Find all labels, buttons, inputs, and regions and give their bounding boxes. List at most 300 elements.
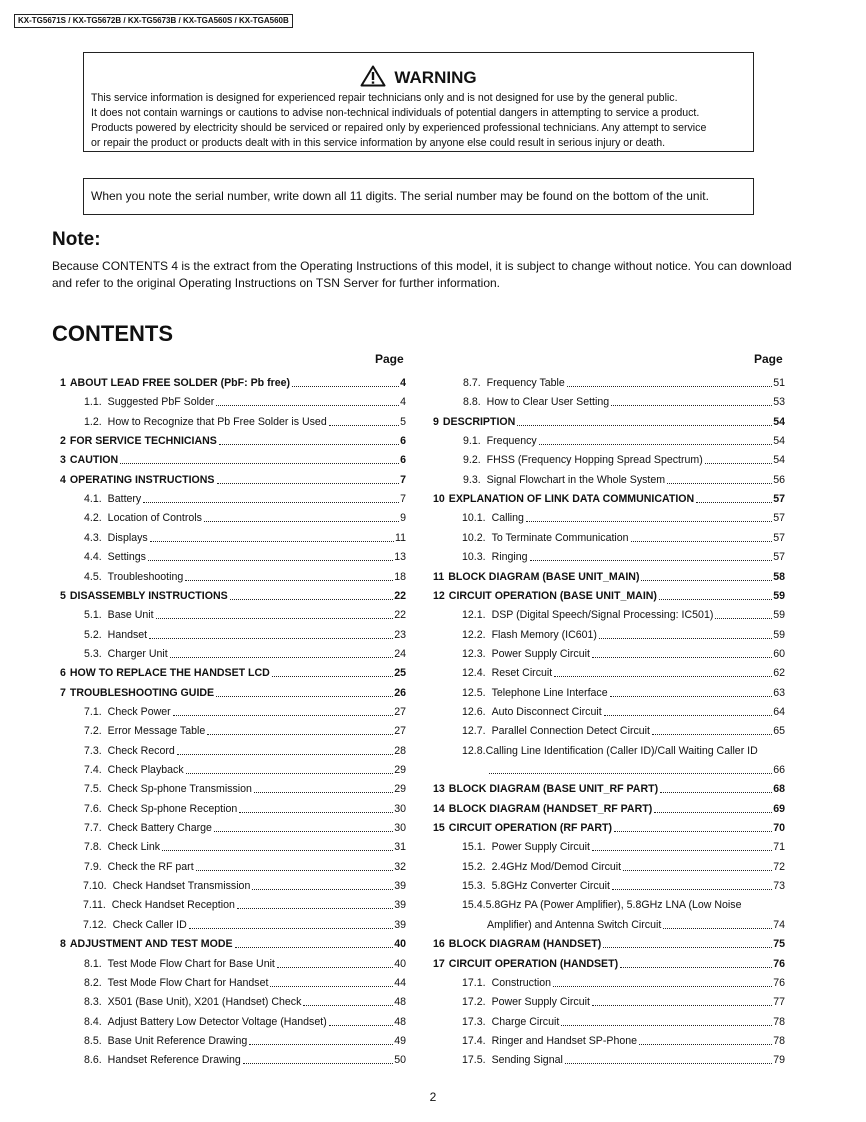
toc-entry-page: 57: [773, 512, 785, 525]
toc-entry-number: 8.6.: [84, 1054, 102, 1067]
toc-entry-page: 5: [400, 415, 406, 428]
toc-entry-label: Check Sp-phone Reception: [107, 802, 238, 815]
dot-leader: [659, 599, 772, 600]
toc-entry[interactable]: [462, 1034, 785, 1049]
toc-entry-page: 62: [773, 667, 785, 680]
toc-entry-label: Check Record: [107, 744, 175, 757]
toc-entry[interactable]: [462, 976, 785, 991]
toc-entry[interactable]: [463, 376, 785, 391]
toc-entry-page: 48: [394, 1015, 406, 1028]
toc-entry-number: 15.2.: [462, 860, 486, 873]
toc-entry-page: 66: [773, 764, 785, 776]
toc-entry-number: 15.4.: [462, 899, 486, 912]
toc-entry[interactable]: [84, 724, 406, 739]
note-text: Because CONTENTS 4 is the extract from the Operating Instructions of this model, it is subject to change without notice. You can download and refer to the original Operating Instructions on TSN Server for further information.: [52, 259, 792, 290]
toc-entry[interactable]: [84, 821, 406, 836]
toc-entry-page: 59: [773, 589, 785, 602]
toc-entry-label: Calling Line Identification (Caller ID)/Call Waiting Caller ID: [485, 744, 758, 757]
toc-entry-page: 71: [773, 841, 785, 854]
toc-entry-page: 40: [394, 938, 406, 951]
toc-entry[interactable]: [462, 840, 785, 855]
toc-entry-page: 77: [773, 996, 785, 1009]
toc-entry-number: 10.1.: [462, 512, 486, 525]
toc-entry-page: 76: [773, 976, 785, 989]
toc-entry-label: 5.8GHz PA (Power Amplifier), 5.8GHz LNA (Low Noise: [485, 899, 742, 912]
toc-entry[interactable]: [462, 860, 785, 875]
toc-section-entry[interactable]: [60, 666, 406, 681]
toc-entry-number: 4: [60, 473, 66, 486]
dot-leader: [561, 1025, 772, 1026]
toc-entry-label: Power Supply Circuit: [491, 841, 590, 854]
toc-entry[interactable]: [462, 686, 785, 701]
toc-entry-label: ADJUSTMENT AND TEST MODE: [69, 938, 233, 951]
dot-leader: [567, 386, 772, 387]
toc-entry-label: Charger Unit: [107, 647, 168, 660]
dot-leader: [239, 812, 393, 813]
toc-entry[interactable]: [462, 531, 785, 546]
toc-entry-number: 3: [60, 454, 66, 467]
toc-section-entry[interactable]: [433, 937, 785, 952]
toc-entry[interactable]: [462, 879, 785, 894]
dot-leader: [329, 1025, 393, 1026]
toc-entry-number: 8: [60, 938, 66, 951]
toc-entry-page: 79: [773, 1054, 785, 1067]
toc-entry-number: 1: [60, 377, 66, 389]
toc-entry-number: 17.3.: [462, 1015, 486, 1028]
dot-leader: [219, 444, 399, 445]
dot-leader: [663, 928, 772, 929]
toc-entry-page: 73: [773, 880, 785, 893]
toc-entry-label: Check Sp-phone Transmission: [107, 783, 252, 796]
dot-leader: [641, 580, 772, 581]
toc-entry[interactable]: [462, 608, 785, 623]
toc-entry-label: Construction: [491, 976, 552, 989]
toc-section-entry[interactable]: [433, 589, 785, 604]
toc-entry-label: ABOUT LEAD FREE SOLDER (PbF: Pb free): [69, 377, 291, 389]
dot-leader: [610, 696, 773, 697]
toc-entry-label: Auto Disconnect Circuit: [491, 705, 602, 718]
toc-entry-page: 26: [394, 686, 406, 699]
toc-entry-label: Test Mode Flow Chart for Handset: [107, 976, 269, 989]
toc-entry-label: Check the RF part: [107, 860, 194, 873]
toc-entry-number: 4.1.: [84, 493, 102, 506]
dot-leader: [170, 657, 393, 658]
dot-leader: [196, 870, 394, 871]
toc-entry-number: 17.4.: [462, 1034, 486, 1047]
toc-entry-label: CIRCUIT OPERATION (HANDSET): [448, 957, 619, 970]
toc-section-entry[interactable]: [60, 376, 406, 391]
toc-entry[interactable]: [462, 705, 785, 720]
toc-entry-label: Parallel Connection Detect Circuit: [491, 725, 650, 738]
dot-leader: [539, 444, 772, 445]
dot-leader: [254, 792, 393, 793]
toc-entry-number: 4.3.: [84, 531, 102, 544]
toc-entry-page: 78: [773, 1015, 785, 1028]
toc-entry-number: 2: [60, 435, 66, 448]
toc-section-entry[interactable]: [60, 937, 406, 952]
toc-entry-label: Location of Controls: [107, 512, 202, 525]
dot-leader: [611, 405, 772, 406]
toc-section-entry[interactable]: [60, 686, 406, 701]
toc-entry-page: 39: [394, 880, 406, 893]
toc-entry[interactable]: [84, 976, 406, 991]
toc-entry-label: Power Supply Circuit: [491, 647, 590, 660]
toc-entry-label: Check Handset Transmission: [112, 880, 251, 893]
dot-leader: [270, 986, 393, 987]
toc-entry[interactable]: [84, 995, 406, 1010]
toc-entry-number: 10.2.: [462, 531, 486, 544]
toc-entry-page: 64: [773, 705, 785, 718]
toc-section-entry[interactable]: [433, 415, 785, 430]
toc-entry-page: 7: [400, 473, 406, 486]
warning-icon: [360, 65, 386, 87]
toc-entry-page: 59: [773, 609, 785, 622]
toc-entry[interactable]: [84, 608, 406, 623]
toc-entry-number: 7.2.: [84, 725, 102, 738]
toc-entry-label: Calling: [491, 512, 524, 525]
toc-entry-label: Charge Circuit: [491, 1015, 560, 1028]
toc-entry[interactable]: [84, 570, 406, 585]
toc-entry-page: 70: [773, 822, 785, 835]
toc-entry-page: 59: [773, 628, 785, 641]
toc-section-entry[interactable]: [60, 589, 406, 604]
toc-entry-continuation: [487, 918, 785, 933]
toc-entry-label: CIRCUIT OPERATION (RF PART): [448, 822, 613, 835]
dot-leader: [149, 638, 393, 639]
toc-entry[interactable]: [84, 492, 406, 507]
toc-entry-number: 7.8.: [84, 841, 102, 854]
toc-entry[interactable]: [462, 744, 785, 759]
toc-entry-number: 8.1.: [84, 957, 102, 970]
toc-entry-page: 25: [394, 667, 406, 680]
note-title: Note:: [52, 229, 101, 250]
toc-entry-number: 17.5.: [462, 1054, 486, 1067]
toc-entry-number: 6: [60, 667, 66, 680]
toc-entry-number: 7.5.: [84, 783, 102, 796]
toc-section-entry[interactable]: [433, 957, 785, 972]
toc-entry[interactable]: [462, 666, 785, 681]
toc-entry-number: 7.9.: [84, 860, 102, 873]
toc-entry-label: Displays: [107, 531, 148, 544]
dot-leader: [252, 889, 393, 890]
toc-entry[interactable]: [84, 415, 406, 430]
toc-entry-number: 12.8.: [462, 744, 486, 757]
toc-section-entry[interactable]: [433, 821, 785, 836]
dot-leader: [667, 483, 772, 484]
toc-entry[interactable]: [84, 1053, 406, 1068]
toc-entry-page: 39: [394, 918, 406, 931]
toc-entry-page: 18: [394, 570, 406, 583]
toc-entry-page: 24: [394, 647, 406, 660]
toc-entry-label: Check Handset Reception: [111, 899, 235, 912]
toc-entry-label: Power Supply Circuit: [491, 996, 590, 1009]
toc-entry-label: 2.4GHz Mod/Demod Circuit: [491, 860, 622, 873]
dot-leader: [230, 599, 394, 600]
toc-entry-label-continued: Amplifier) and Antenna Switch Circuit: [487, 918, 662, 931]
toc-entry-label: 5.8GHz Converter Circuit: [491, 880, 610, 893]
toc-entry-page: 48: [394, 996, 406, 1009]
toc-entry[interactable]: [462, 647, 785, 662]
toc-entry[interactable]: [84, 395, 406, 410]
contents-title: CONTENTS: [52, 321, 173, 346]
toc-entry-number: 15.1.: [462, 841, 486, 854]
toc-entry[interactable]: [83, 918, 406, 933]
dot-leader: [620, 967, 772, 968]
dot-leader: [603, 947, 772, 948]
toc-entry-number: 5: [60, 589, 66, 602]
toc-entry[interactable]: [462, 898, 785, 913]
toc-entry-label: Handset: [107, 628, 148, 641]
toc-entry-label: FOR SERVICE TECHNICIANS: [69, 435, 217, 448]
toc-entry-label: Sending Signal: [491, 1054, 563, 1067]
toc-entry[interactable]: [84, 1015, 406, 1030]
toc-entry-label: BLOCK DIAGRAM (HANDSET): [448, 938, 602, 951]
toc-entry-page: 27: [394, 705, 406, 718]
toc-entry-page: 74: [773, 918, 785, 931]
toc-entry-label: CAUTION: [69, 454, 119, 467]
toc-entry-label: Ringer and Handset SP-Phone: [491, 1034, 638, 1047]
toc-section-entry[interactable]: [433, 492, 785, 507]
toc-entry-label: X501 (Base Unit), X201 (Handset) Check: [107, 996, 302, 1009]
toc-entry-number: 12.5.: [462, 686, 486, 699]
toc-entry-page: 23: [394, 628, 406, 641]
dot-leader: [565, 1063, 772, 1064]
dot-leader: [660, 792, 772, 793]
page-number: 2: [429, 1090, 437, 1104]
toc-entry-number: 7: [60, 686, 66, 699]
dot-leader: [156, 618, 394, 619]
toc-entry[interactable]: [84, 550, 406, 565]
toc-entry-number: 8.8.: [463, 396, 481, 409]
toc-entry-number: 5.2.: [84, 628, 102, 641]
toc-entry-page: 65: [773, 725, 785, 738]
toc-entry-number: 12.6.: [462, 705, 486, 718]
toc-entry-label: How to Recognize that Pb Free Solder is Used: [107, 415, 327, 428]
dot-leader: [654, 812, 772, 813]
toc-entry[interactable]: [462, 550, 785, 565]
toc-entry-label: HOW TO REPLACE THE HANDSET LCD: [69, 667, 270, 680]
toc-entry-number: 5.1.: [84, 609, 102, 622]
toc-entry[interactable]: [462, 511, 785, 526]
model-tag: KX-TG5671S / KX-TG5672B / KX-TG5673B / KX-TGA560S / KX-TGA560B: [14, 14, 293, 28]
toc-entry[interactable]: [84, 802, 406, 817]
dot-leader: [272, 676, 393, 677]
toc-entry[interactable]: [462, 995, 785, 1010]
dot-leader: [177, 754, 393, 755]
toc-entry-number: 10.3.: [462, 551, 486, 564]
toc-entry-number: 12: [433, 589, 445, 602]
warning-line: It does not contain warnings or cautions to advise non-technical individuals of potential dangers in attempting to service a product.: [91, 107, 700, 119]
toc-entry-label: Check Playback: [107, 764, 184, 776]
toc-entry-number: 8.5.: [84, 1034, 102, 1047]
toc-entry-page: 6: [400, 454, 406, 467]
toc-entry-number: 15: [433, 822, 445, 835]
dot-leader: [592, 657, 772, 658]
dot-leader: [554, 676, 772, 677]
dot-leader: [150, 541, 394, 542]
dot-leader: [612, 889, 772, 890]
toc-entry-number: 1.1.: [84, 396, 102, 409]
toc-section-entry[interactable]: [433, 802, 785, 817]
toc-entry-page: 29: [394, 783, 406, 796]
toc-section-entry[interactable]: [60, 473, 406, 488]
dot-leader: [652, 734, 772, 735]
dot-leader: [207, 734, 393, 735]
toc-entry-page: 9: [400, 512, 406, 525]
toc-entry-number: 12.1.: [462, 609, 486, 622]
toc-entry-number: 7.1.: [84, 705, 102, 718]
toc-entry[interactable]: [84, 1034, 406, 1049]
toc-entry-page: 22: [394, 589, 406, 602]
toc-entry-label: DISASSEMBLY INSTRUCTIONS: [69, 589, 228, 602]
toc-entry-label: DESCRIPTION: [442, 415, 516, 428]
toc-entry[interactable]: [84, 744, 406, 759]
toc-entry-label: CIRCUIT OPERATION (BASE UNIT_MAIN): [448, 589, 657, 602]
toc-entry-label: Signal Flowchart in the Whole System: [486, 473, 666, 486]
dot-leader: [173, 715, 394, 716]
toc-entry-number: 7.10.: [83, 880, 107, 893]
dot-leader: [592, 1005, 772, 1006]
toc-entry-page: 4: [400, 396, 406, 409]
toc-section-entry[interactable]: [60, 434, 406, 449]
toc-entry-label: Check Battery Charge: [107, 822, 212, 835]
toc-entry-number: 14: [433, 802, 445, 815]
toc-entry-label: Frequency: [486, 435, 537, 448]
toc-entry-number: 5.3.: [84, 647, 102, 660]
toc-entry-label: Ringing: [491, 551, 528, 564]
toc-entry-label: Check Link: [107, 841, 161, 854]
dot-leader: [489, 773, 772, 774]
toc-entry-number: 9: [433, 415, 439, 428]
toc-entry[interactable]: [462, 628, 785, 643]
toc-entry-label: Base Unit: [107, 609, 154, 622]
toc-entry-number: 17.2.: [462, 996, 486, 1009]
toc-entry-number: 8.4.: [84, 1015, 102, 1028]
toc-entry-page: 22: [394, 609, 406, 622]
toc-entry-number: 4.4.: [84, 551, 102, 564]
toc-entry[interactable]: [463, 395, 785, 410]
dot-leader: [148, 560, 393, 561]
toc-entry-page: 75: [773, 938, 785, 951]
toc-entry[interactable]: [462, 1015, 785, 1030]
toc-entry-number: 9.2.: [463, 454, 481, 467]
dot-leader: [143, 502, 399, 503]
dot-leader: [292, 386, 399, 387]
dot-leader: [696, 502, 772, 503]
toc-entry-page: 68: [773, 783, 785, 796]
dot-leader: [526, 521, 772, 522]
dot-leader: [235, 947, 394, 948]
dot-leader: [705, 463, 772, 464]
toc-entry[interactable]: [84, 957, 406, 972]
toc-entry-label: TROUBLESHOOTING GUIDE: [69, 686, 215, 699]
toc-section-entry[interactable]: [60, 453, 406, 468]
dot-leader: [303, 1005, 393, 1006]
dot-leader: [217, 483, 400, 484]
dot-leader: [592, 850, 772, 851]
serial-number-note: When you note the serial number, write down all 11 digits. The serial number may be found on the bottom of the unit.: [83, 178, 754, 215]
toc-entry-label: EXPLANATION OF LINK DATA COMMUNICATION: [448, 493, 695, 506]
toc-entry[interactable]: [84, 511, 406, 526]
toc-entry-page: 13: [394, 551, 406, 564]
toc-entry[interactable]: [84, 628, 406, 643]
toc-entry[interactable]: [84, 531, 406, 546]
toc-entry-label: DSP (Digital Speech/Signal Processing: IC501): [491, 609, 714, 622]
toc-entry[interactable]: [463, 453, 785, 468]
warning-line: This service information is designed for experienced repair technicians only and is not designed for use by the general public.: [91, 92, 678, 104]
dot-leader: [517, 425, 772, 426]
dot-leader: [614, 831, 772, 832]
toc-entry-page: 57: [773, 493, 785, 506]
toc-entry[interactable]: [463, 473, 785, 488]
toc-entry[interactable]: [462, 724, 785, 739]
toc-entry-page: 30: [394, 822, 406, 835]
dot-leader: [329, 425, 399, 426]
toc-entry-number: 12.7.: [462, 725, 486, 738]
warning-text: [91, 91, 749, 151]
toc-entry[interactable]: [462, 1053, 785, 1068]
toc-entry-page: 63: [773, 686, 785, 699]
toc-entry-label: Handset Reference Drawing: [107, 1054, 241, 1067]
toc-entry-number: 12.2.: [462, 628, 486, 641]
toc-entry[interactable]: [83, 898, 406, 913]
toc-section-entry[interactable]: [433, 570, 785, 585]
dot-leader: [186, 773, 394, 774]
dot-leader: [530, 560, 773, 561]
toc-entry-label: FHSS (Frequency Hopping Spread Spectrum): [486, 454, 703, 467]
toc-entry[interactable]: [84, 782, 406, 797]
dot-leader: [277, 967, 393, 968]
toc-entry-page: 51: [773, 377, 785, 389]
toc-entry-page: 6: [400, 435, 406, 448]
toc-entry-page: 7: [400, 493, 406, 506]
toc-entry[interactable]: [84, 840, 406, 855]
toc-entry[interactable]: [463, 434, 785, 449]
toc-entry-page: 78: [773, 1034, 785, 1047]
toc-entry-label: Check Power: [107, 705, 171, 718]
toc-entry-number: 12.3.: [462, 647, 486, 660]
toc-entry[interactable]: [84, 860, 406, 875]
toc-entry[interactable]: [83, 879, 406, 894]
toc-entry-label: Frequency Table: [486, 377, 565, 389]
toc-entry-number: 16: [433, 938, 445, 951]
toc-entry-number: 17: [433, 957, 445, 970]
toc-entry-number: 10: [433, 493, 445, 506]
toc-entry-number: 4.2.: [84, 512, 102, 525]
toc-entry-number: 9.3.: [463, 473, 481, 486]
toc-entry-label: Telephone Line Interface: [491, 686, 608, 699]
dot-leader: [120, 463, 399, 464]
toc-entry[interactable]: [84, 647, 406, 662]
toc-entry-number: 7.12.: [83, 918, 107, 931]
warning-box: [83, 52, 754, 152]
warning-title: [84, 65, 753, 88]
toc-entry[interactable]: [84, 705, 406, 720]
toc-entry-label: BLOCK DIAGRAM (BASE UNIT_RF PART): [448, 783, 659, 796]
dot-leader: [599, 638, 772, 639]
toc-entry[interactable]: [84, 763, 406, 778]
toc-entry-label: Troubleshooting: [107, 570, 184, 583]
toc-entry-page: 54: [773, 454, 785, 467]
toc-section-entry[interactable]: [433, 782, 785, 797]
warning-line: or repair the product or products dealt with in this service information by anyone else could result in serious injury or death.: [91, 137, 666, 149]
toc-entry-number: 4.5.: [84, 570, 102, 583]
dot-leader: [715, 618, 772, 619]
toc-entry-label: Base Unit Reference Drawing: [107, 1034, 248, 1047]
dot-leader: [237, 908, 393, 909]
toc-entry-number: 7.6.: [84, 802, 102, 815]
dot-leader: [216, 696, 393, 697]
